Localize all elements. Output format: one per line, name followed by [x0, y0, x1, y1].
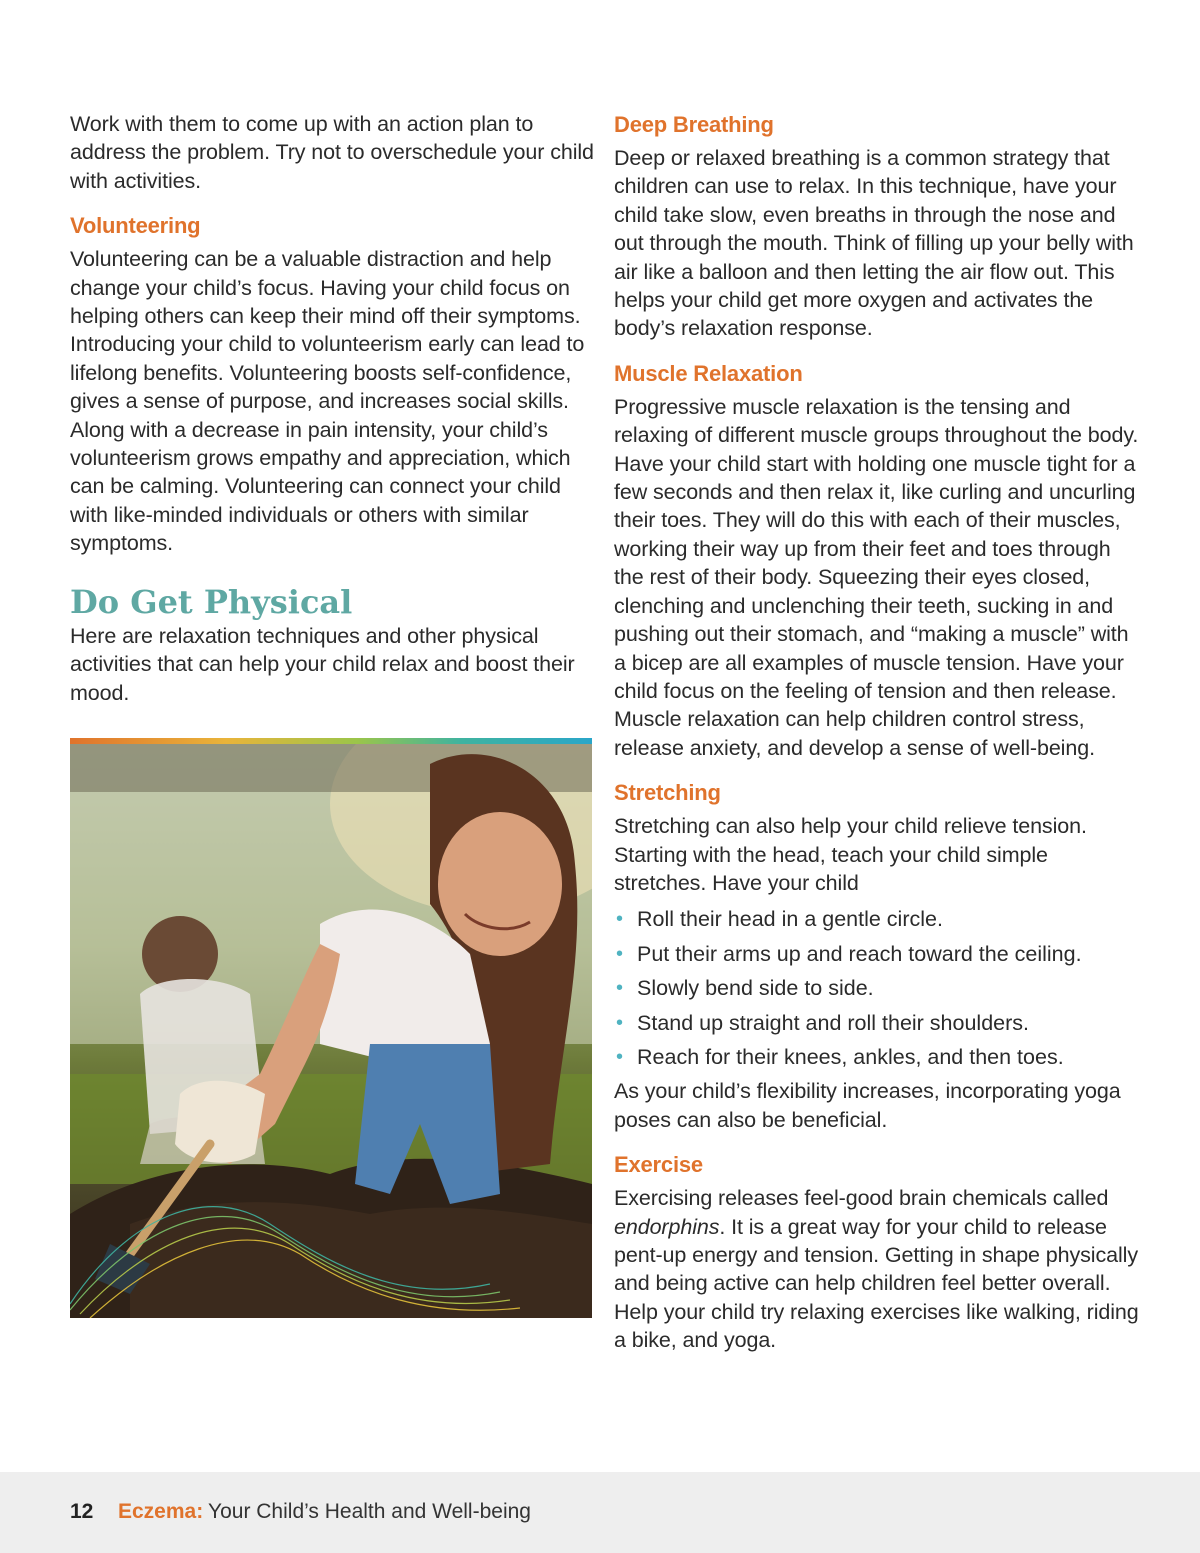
stretching-list [614, 905, 1144, 1071]
page-footer [0, 1472, 1200, 1553]
gardening-photo-block [70, 738, 592, 1318]
bullet-icon: • [616, 908, 624, 931]
deep-breathing-heading: Deep Breathing [614, 112, 774, 137]
bullet-icon: • [616, 1011, 624, 1034]
muscle-relaxation-heading: Muscle Relaxation [614, 360, 803, 386]
list-item: • Put their arms up and reach toward the ceiling. [616, 941, 1082, 966]
right-column [614, 110, 1144, 1355]
bullet-icon: • [616, 977, 624, 1000]
footer-brand: Eczema: [118, 1500, 204, 1523]
do-get-physical-paragraph: Here are relaxation techniques and other physical activities that can help your child relax and boost their mood. [70, 623, 575, 705]
page-number: 12 [70, 1500, 94, 1523]
list-item: • Slowly bend side to side. [616, 976, 874, 1001]
stretching-heading: Stretching [614, 780, 721, 806]
left-column [70, 110, 595, 707]
exercise-heading: Exercise [614, 1152, 703, 1178]
deep-breathing-paragraph: Deep or relaxed breathing is a common strategy that children can use to relax. In this technique, have your child take slow, even breaths in through the nose and out through the mouth. Think of filling up your belly with air like a balloon and then letting the air flow out. This helps your child get more oxygen and activates the body’s relaxation response. [614, 146, 1134, 341]
do-get-physical-heading: Do Get Physical [70, 582, 353, 621]
endorphins-term: endorphins [614, 1214, 720, 1239]
exercise-paragraph: Exercising releases feel-good brain chemicals called endorphins. It is a great way for your child to release pent-up energy and tension. Getting in shape physically and being active can help children feel better overall. Help your child try relaxing exercises like walking, riding a bike, and yoga. [614, 1186, 1139, 1353]
intro-paragraph: Work with them to come up with an action plan to address the problem. Try not to overschedule your child with activities. [70, 112, 594, 193]
list-item: • Stand up straight and roll their shoulders. [616, 1010, 1030, 1035]
volunteering-heading: Volunteering [70, 213, 201, 239]
girl-gardening-photo [70, 744, 592, 1318]
bullet-icon: • [616, 942, 624, 965]
stretching-intro: Stretching can also help your child relieve tension. Starting with the head, teach your child simple stretches. Have your child [614, 814, 1087, 895]
bullet-icon: • [616, 1045, 624, 1068]
list-item: • Reach for their knees, ankles, and then toes. [616, 1044, 1064, 1069]
footer-title: Your Child’s Health and Well-being [208, 1500, 531, 1523]
volunteering-paragraph: Volunteering can be a valuable distraction and help change your child’s focus. Having your child focus on helping others can keep their mind off their symptoms. Introducing your child to volunteerism early can lead to lifelong benefits. Volunteering boosts self-confidence, gives a sense of purpose, and increases social skills. Along with a decrease in pain intensity, your child’s volunteerism grows empathy and appreciation, which can be calming. Volunteering can connect your child with like-minded individuals or others with similar symptoms. [70, 247, 585, 556]
muscle-relaxation-paragraph: Progressive muscle relaxation is the tensing and relaxing of different muscle groups throughout the body. Have your child start with holding one muscle tight for a few seconds and then relax it, like curling and uncurling their toes. They will do this with each of their muscles, working their way up from their feet and toes through the rest of their body. Squeezing their eyes closed, clenching and unclenching their teeth, sucking in and pushing out their stomach, and “making a muscle” with a bicep are all examples of muscle tension. Have your child focus on the feeling of tension and then release. Muscle relaxation can help children control stress, release anxiety, and develop a sense of well-being. [614, 394, 1139, 760]
list-item: • Roll their head in a gentle circle. [616, 907, 943, 932]
stretching-outro: As your child’s flexibility increases, incorporating yoga poses can also be beneficial. [614, 1079, 1121, 1132]
